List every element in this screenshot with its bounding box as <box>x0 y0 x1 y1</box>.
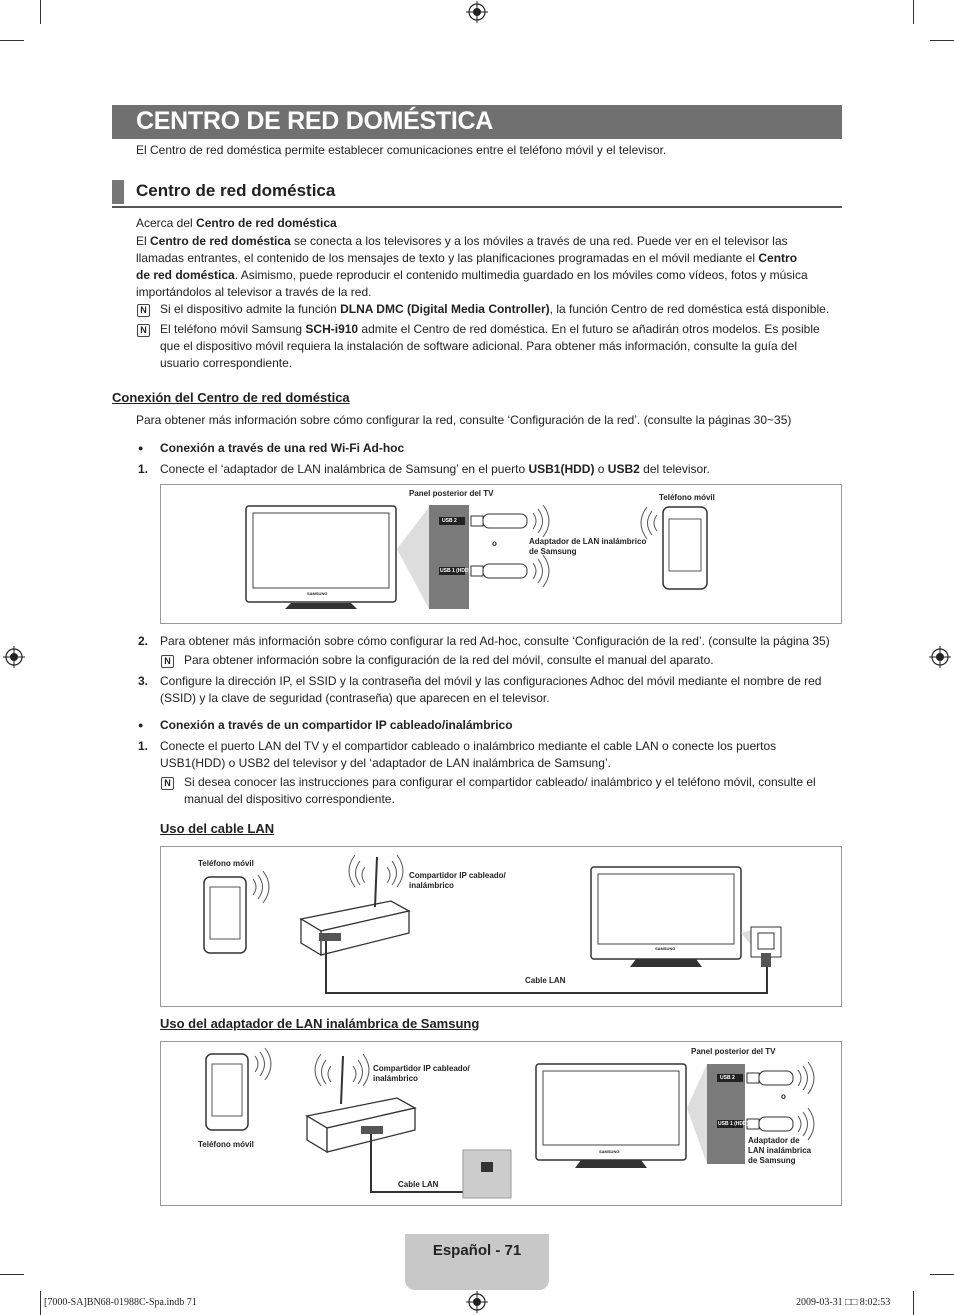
label-adapter <box>748 1136 811 1166</box>
print-file-info: [7000-SA]BN68-01988C-Spa.indb 71 <box>44 1297 197 1308</box>
about-line <box>136 284 846 301</box>
crop-mark <box>0 1274 24 1275</box>
label-adapter <box>529 537 646 557</box>
step-text: del televisor. <box>639 462 710 476</box>
note-icon: N <box>161 655 174 668</box>
about-text-bold: Centro de red doméstica <box>150 234 291 248</box>
tv-brand: SAMSUNG <box>655 946 676 951</box>
label-cable: Cable LAN <box>398 1180 439 1189</box>
bullet: ● <box>138 443 144 453</box>
about-text: El <box>136 234 151 248</box>
label-phone: Teléfono móvil <box>198 1140 254 1149</box>
label-usb1: USB 1 (HDD) <box>718 1121 749 1127</box>
label-adapter-line: Adaptador de LAN inalámbrico <box>529 537 647 546</box>
note-text-bold: SCH-i910 <box>305 322 359 336</box>
about-line <box>136 233 846 250</box>
label-usb1: USB 1 (HDD) <box>440 568 471 574</box>
about-line <box>136 250 846 267</box>
step-text-bold: USB1(HDD) <box>528 462 595 476</box>
bullet-2-note <box>184 774 854 808</box>
label-router-line: Compartidor IP cableado/ <box>373 1064 470 1073</box>
step-line: Conecte el puerto LAN del TV y el compartidor cableado o inalámbrico mediante el cable LAN o conecte los puertos <box>160 739 777 753</box>
about-line <box>136 267 846 284</box>
label-phone: Teléfono móvil <box>198 859 254 868</box>
diagram-lan-cable <box>160 846 842 1007</box>
adhoc-illustration <box>161 485 841 623</box>
subheading-lan-cable: Uso del cable LAN <box>160 821 275 836</box>
about-text-bold: de red doméstica <box>136 268 235 282</box>
step-text: Conecte el ‘adaptador de LAN inalámbrica de Samsung’ en el puerto <box>160 462 529 476</box>
step-text-bold: USB2 <box>607 462 640 476</box>
about-text: se conecta a los televisores y a los móviles a través de una red. Puede ver en el televisor las <box>290 234 788 248</box>
label-adapter-line: Adaptador de <box>748 1136 800 1145</box>
section-title: Centro de red doméstica <box>136 181 336 200</box>
note-text: , la función Centro de red doméstica está disponible. <box>549 302 830 316</box>
label-phone: Teléfono móvil <box>659 493 715 502</box>
label-router <box>373 1064 470 1084</box>
note-icon: N <box>161 777 174 790</box>
note-text: Si el dispositivo admite la función <box>160 302 341 316</box>
step-number: 3. <box>138 674 149 688</box>
about-text-bold: Centro <box>758 251 798 265</box>
label-usb2: USB 2 <box>442 518 457 524</box>
diagram-wireless-adapter <box>160 1041 842 1206</box>
bullet-2-step-1 <box>160 738 850 772</box>
note-text: El teléfono móvil Samsung <box>160 322 306 336</box>
note-2 <box>160 321 850 372</box>
about-label-prefix: Acerca del <box>136 216 197 230</box>
page-title: CENTRO DE RED DOMÉSTICA <box>136 107 494 135</box>
crop-mark <box>930 1274 954 1275</box>
label-adapter-line: LAN inalámbrica <box>748 1146 812 1155</box>
step-number: 1. <box>138 462 149 476</box>
connection-intro: Para obtener más información sobre cómo configurar la red, consulte ‘Configuración de la red’. (consulte la páginas 30~35) <box>136 413 792 427</box>
label-adapter-line: de Samsung <box>529 547 577 556</box>
label-router <box>409 871 506 891</box>
step-2: Para obtener más información sobre cómo configurar la red Ad-hoc, consulte ‘Configuración de la red’. (consulte la página 35) <box>160 634 830 648</box>
step-2-note: Para obtener información sobre la configuración de la red del móvil, consulte el manual del aparato. <box>184 653 714 667</box>
note-text-bold: DLNA DMC (Digital Media Controller) <box>340 302 550 316</box>
step-number: 2. <box>138 634 149 648</box>
connection-heading: Conexión del Centro de red doméstica <box>112 390 350 405</box>
label-adapter-line: de Samsung <box>748 1156 796 1165</box>
step-text: o <box>594 462 608 476</box>
step-3 <box>160 673 850 707</box>
registration-mark-icon <box>929 646 951 668</box>
step-1 <box>160 461 710 478</box>
note-line: usuario correspondiente. <box>160 356 293 370</box>
bullet: ● <box>138 720 144 730</box>
label-or: o <box>492 539 497 548</box>
tv-brand: SAMSUNG <box>307 591 328 596</box>
about-text: importándolos al televisor a través de la red. <box>136 285 372 299</box>
about-label-bold: Centro de red doméstica <box>196 216 337 230</box>
crop-mark <box>40 0 41 24</box>
label-cable: Cable LAN <box>525 976 566 985</box>
subheading-wireless-adapter: Uso del adaptador de LAN inalámbrica de Samsung <box>160 1016 480 1031</box>
crop-mark <box>930 40 954 41</box>
registration-mark-icon <box>466 1291 488 1313</box>
about-text: llamadas entrantes, el contenido de los mensajes de texto y las planificaciones programadas en el móvil mediante el <box>136 251 759 265</box>
step-line: (SSID) y la clave de seguridad (contraseña) que aparecen en el televisor. <box>160 691 550 705</box>
diagram-adhoc <box>160 484 842 624</box>
label-usb2: USB 2 <box>720 1075 735 1081</box>
label-panel: Panel posterior del TV <box>409 489 494 498</box>
note-1 <box>160 301 829 318</box>
step-number: 1. <box>138 739 149 753</box>
about-text: . Asimismo, puede reproducir el contenido multimedia guardado en los móviles como vídeos, fotos y música <box>234 268 808 282</box>
tv-brand: SAMSUNG <box>599 1149 620 1154</box>
note-text: admite el Centro de red doméstica. En el futuro se añadirán otros modelos. Es posible <box>358 322 820 336</box>
label-router-line: inalámbrico <box>373 1074 418 1083</box>
note-line: Si desea conocer las instrucciones para configurar el compartidor cableado/ inalámbrico y el teléfono móvil, consulte el <box>184 775 816 789</box>
note-icon: N <box>137 304 150 317</box>
label-panel: Panel posterior del TV <box>691 1047 776 1056</box>
title-bar <box>112 105 842 139</box>
step-line: USB1(HDD) o USB2 del televisor y del ‘adaptador de LAN inalámbrica de Samsung’. <box>160 756 611 770</box>
label-or: o <box>781 1092 786 1101</box>
note-line: que el dispositivo móvil requiera la instalación de software adicional. Para obtener más información, consulte la guía del <box>160 339 798 353</box>
about-label <box>136 215 337 232</box>
step-line: Configure la dirección IP, el SSID y la contraseña del móvil y las configuraciones Adhoc del móvil mediante el nombre de red <box>160 674 822 688</box>
about-paragraph <box>136 233 846 301</box>
registration-mark-icon <box>3 646 25 668</box>
crop-mark <box>40 1291 41 1315</box>
bullet-1: Conexión a través de una red Wi-Fi Ad-hoc <box>160 441 405 455</box>
print-date-info: 2009-03-31 □□ 8:02:53 <box>796 1297 891 1308</box>
page-number: Español - 71 <box>432 1242 522 1259</box>
label-router-line: inalámbrico <box>409 881 454 890</box>
crop-mark <box>913 1291 914 1315</box>
crop-mark <box>0 40 24 41</box>
note-line: manual del dispositivo correspondiente. <box>184 792 395 806</box>
bullet-2: Conexión a través de un compartidor IP cableado/inalámbrico <box>160 718 513 732</box>
note-icon: N <box>137 324 150 337</box>
section-marker <box>112 180 124 204</box>
crop-mark <box>913 0 914 24</box>
note-line <box>160 321 850 338</box>
page-number-tab <box>405 1234 549 1290</box>
label-router-line: Compartidor IP cableado/ <box>409 871 506 880</box>
intro-text: El Centro de red doméstica permite establecer comunicaciones entre el teléfono móvil y el televisor. <box>136 143 667 157</box>
registration-mark-icon <box>466 1 488 23</box>
section-heading <box>112 180 842 208</box>
